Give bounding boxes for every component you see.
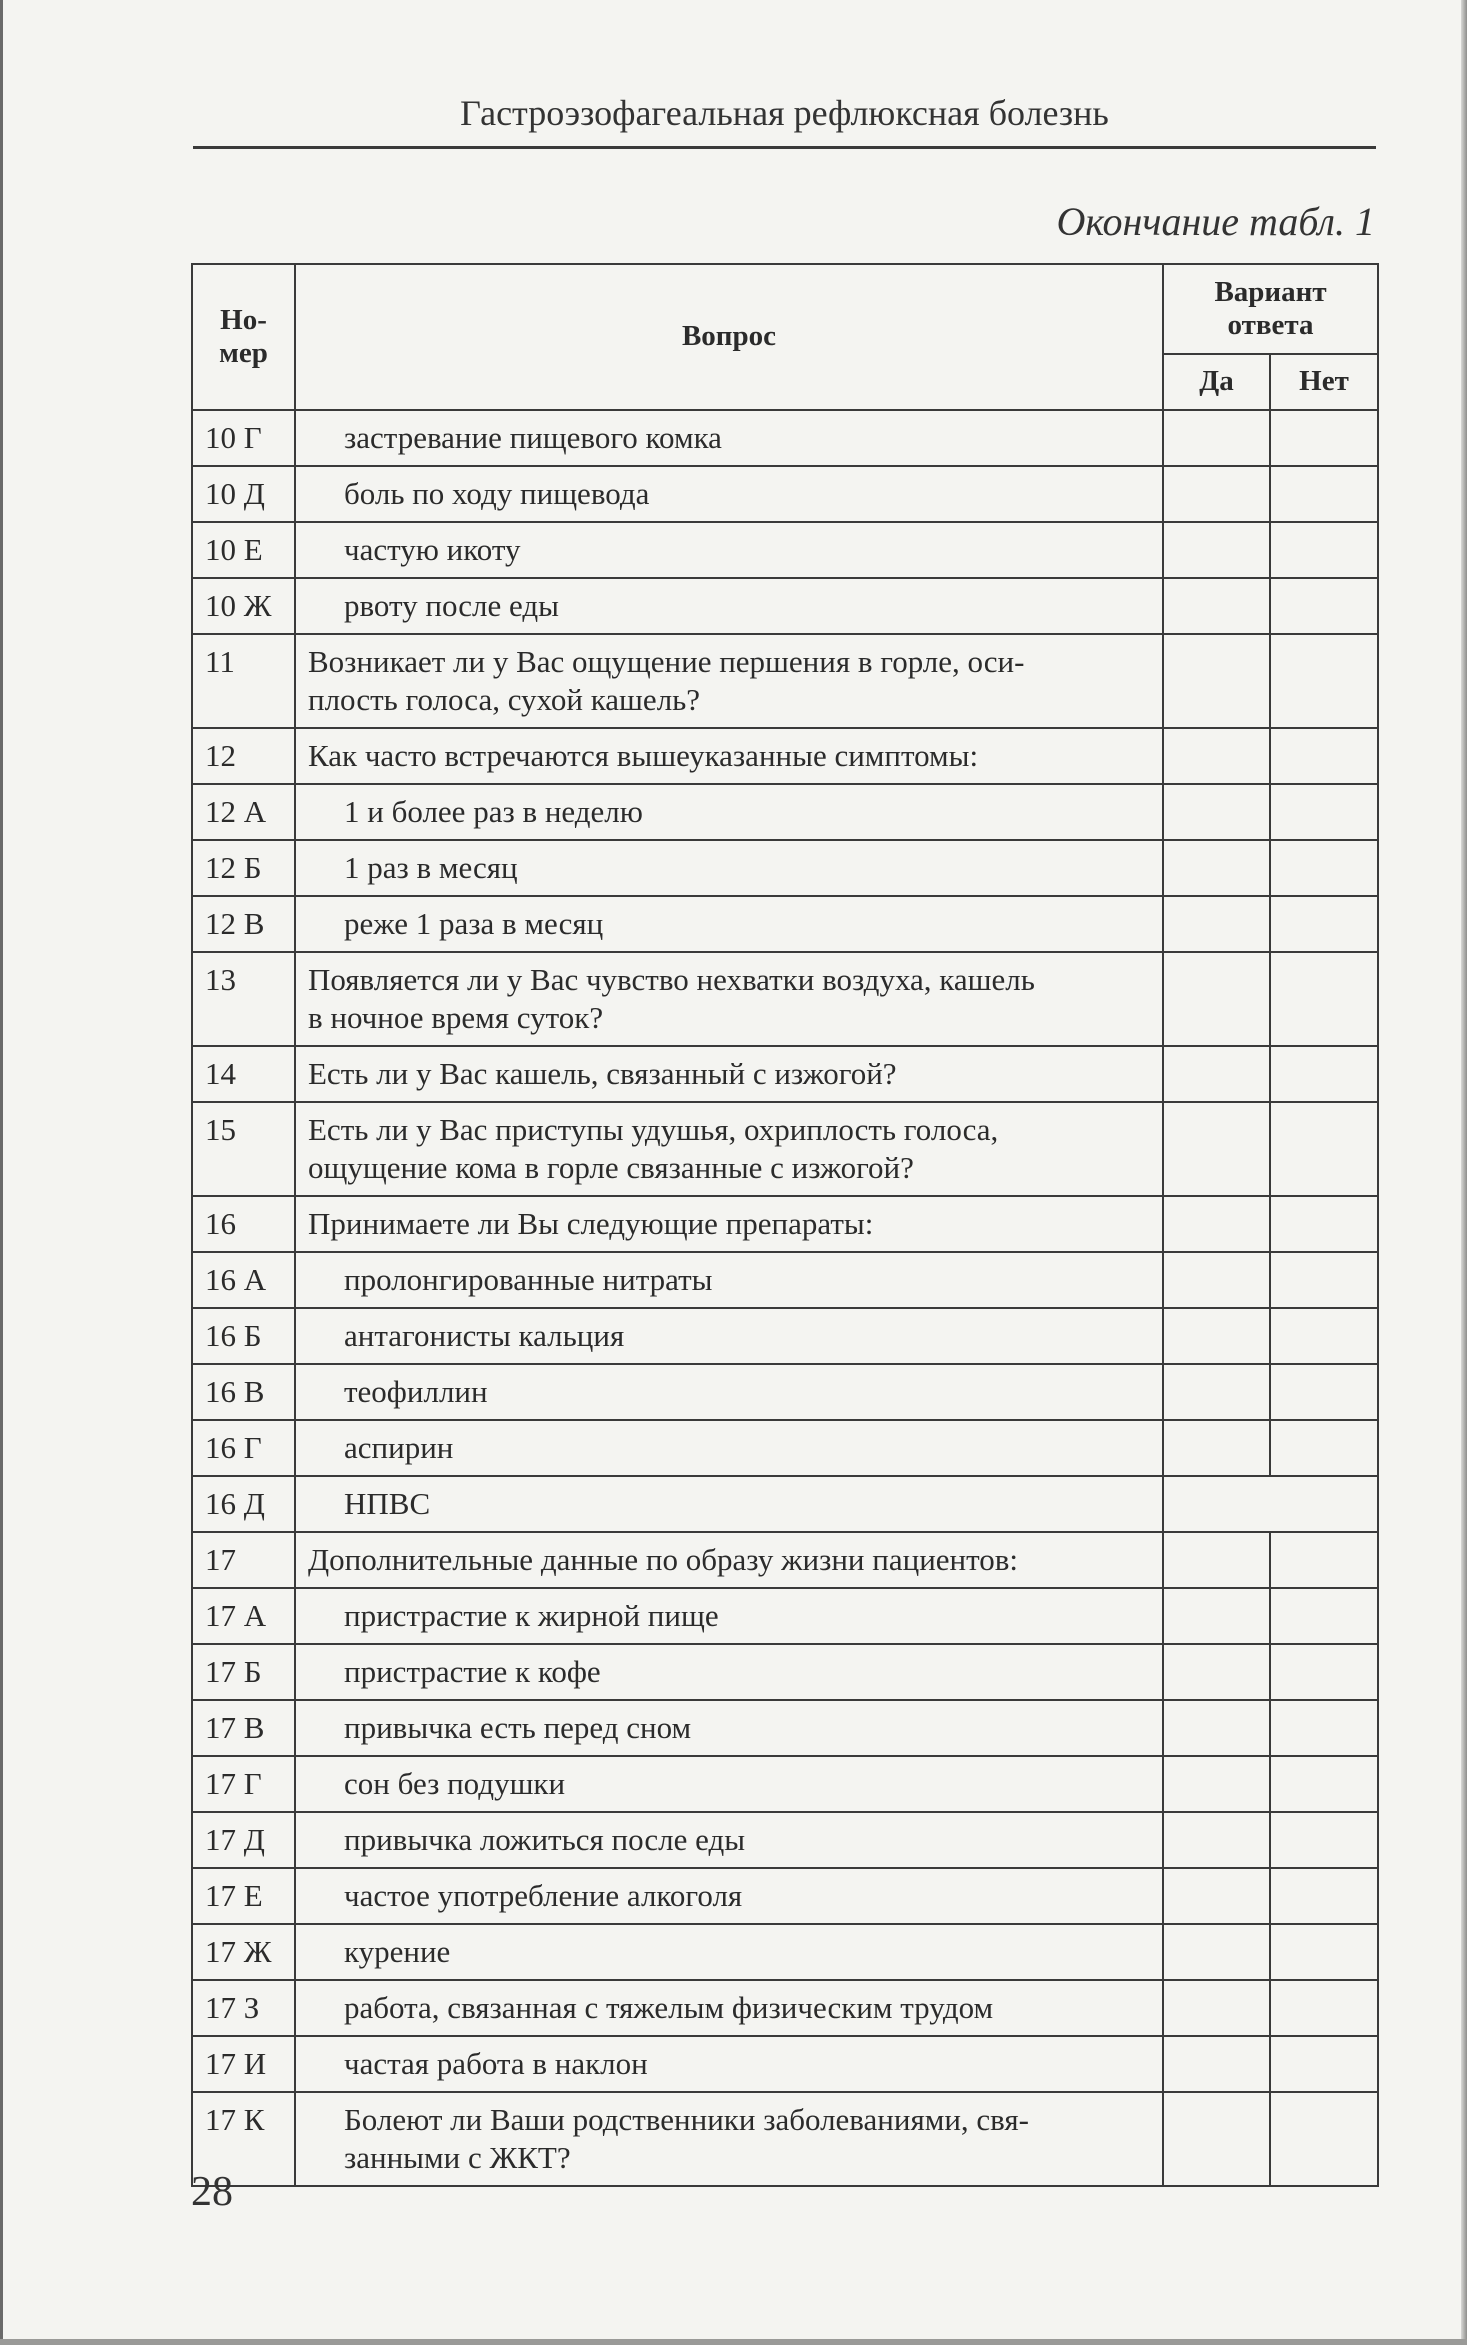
row-number: 15 bbox=[192, 1102, 295, 1196]
row-question: Болеют ли Ваши родственники заболеваниями, свя- занными с ЖКТ? bbox=[295, 2092, 1163, 2186]
row-number: 13 bbox=[192, 952, 295, 1046]
answer-cell-yes[interactable] bbox=[1163, 634, 1270, 728]
row-number: 10 Д bbox=[192, 466, 295, 522]
header-question: Вопрос bbox=[295, 264, 1163, 410]
table-row bbox=[192, 1532, 1378, 1588]
questionnaire-table bbox=[191, 263, 1379, 2187]
row-number: 17 И bbox=[192, 2036, 295, 2092]
page-bottom-edge bbox=[0, 2339, 1467, 2345]
answer-cell-yes[interactable] bbox=[1163, 784, 1270, 840]
table-row bbox=[192, 410, 1378, 466]
row-number: 16 Г bbox=[192, 1420, 295, 1476]
table-row bbox=[192, 784, 1378, 840]
row-question: Есть ли у Вас приступы удушья, охриплость голоса, ощущение кома в горле связанные с изжогой? bbox=[295, 1102, 1163, 1196]
answer-cell-yes[interactable] bbox=[1163, 410, 1270, 466]
answer-cell-no[interactable] bbox=[1270, 1364, 1378, 1420]
table-body bbox=[192, 410, 1378, 2186]
row-question: боль по ходу пищевода bbox=[295, 466, 1163, 522]
row-question: застревание пищевого комка bbox=[295, 410, 1163, 466]
answer-cell-yes[interactable] bbox=[1163, 1812, 1270, 1868]
row-question: теофиллин bbox=[295, 1364, 1163, 1420]
answer-cell-yes[interactable] bbox=[1163, 728, 1270, 784]
table-row bbox=[192, 728, 1378, 784]
row-question: сон без подушки bbox=[295, 1756, 1163, 1812]
answer-cell-no[interactable] bbox=[1270, 1196, 1378, 1252]
answer-cell-no[interactable] bbox=[1270, 410, 1378, 466]
answer-cell-yes[interactable] bbox=[1163, 1924, 1270, 1980]
page-right-edge bbox=[1461, 0, 1467, 2345]
row-question: частое употребление алкоголя bbox=[295, 1868, 1163, 1924]
answer-cell-yes[interactable] bbox=[1163, 840, 1270, 896]
table-row bbox=[192, 1700, 1378, 1756]
header-answer-group: Вариант ответа bbox=[1163, 264, 1378, 354]
page-left-edge bbox=[0, 0, 3, 2345]
answer-cell-no[interactable] bbox=[1270, 1102, 1378, 1196]
table-row bbox=[192, 1812, 1378, 1868]
row-question: Дополнительные данные по образу жизни пациентов: bbox=[295, 1532, 1163, 1588]
row-number: 17 Г bbox=[192, 1756, 295, 1812]
table-row bbox=[192, 522, 1378, 578]
row-question: Как часто встречаются вышеуказанные симптомы: bbox=[295, 728, 1163, 784]
answer-cell-merged[interactable] bbox=[1163, 1476, 1378, 1532]
row-question: курение bbox=[295, 1924, 1163, 1980]
answer-cell-no[interactable] bbox=[1270, 1700, 1378, 1756]
answer-cell-no[interactable] bbox=[1270, 522, 1378, 578]
answer-cell-yes[interactable] bbox=[1163, 466, 1270, 522]
table-row bbox=[192, 578, 1378, 634]
row-number: 17 bbox=[192, 1532, 295, 1588]
answer-cell-no[interactable] bbox=[1270, 784, 1378, 840]
answer-cell-no[interactable] bbox=[1270, 1868, 1378, 1924]
row-number: 17 А bbox=[192, 1588, 295, 1644]
answer-cell-yes[interactable] bbox=[1163, 1756, 1270, 1812]
table-row bbox=[192, 1980, 1378, 2036]
row-number: 17 Е bbox=[192, 1868, 295, 1924]
row-number: 16 bbox=[192, 1196, 295, 1252]
row-question: привычка есть перед сном bbox=[295, 1700, 1163, 1756]
answer-cell-yes[interactable] bbox=[1163, 1252, 1270, 1308]
row-question: антагонисты кальция bbox=[295, 1308, 1163, 1364]
answer-cell-no[interactable] bbox=[1270, 1924, 1378, 1980]
answer-cell-yes[interactable] bbox=[1163, 1196, 1270, 1252]
table-row bbox=[192, 2092, 1378, 2186]
row-number: 16 Б bbox=[192, 1308, 295, 1364]
table-row bbox=[192, 1924, 1378, 1980]
answer-cell-yes[interactable] bbox=[1163, 1980, 1270, 2036]
answer-cell-no[interactable] bbox=[1270, 896, 1378, 952]
table-caption: Окончание табл. 1 bbox=[1056, 199, 1375, 244]
row-number: 17 Б bbox=[192, 1644, 295, 1700]
header-no: Нет bbox=[1270, 354, 1378, 410]
row-question: аспирин bbox=[295, 1420, 1163, 1476]
table-row bbox=[192, 1868, 1378, 1924]
row-number: 10 Е bbox=[192, 522, 295, 578]
row-number: 17 К bbox=[192, 2092, 295, 2186]
row-number: 10 Ж bbox=[192, 578, 295, 634]
answer-cell-no[interactable] bbox=[1270, 1252, 1378, 1308]
table-row bbox=[192, 1476, 1378, 1532]
answer-cell-yes[interactable] bbox=[1163, 1700, 1270, 1756]
answer-cell-no[interactable] bbox=[1270, 578, 1378, 634]
answer-cell-yes[interactable] bbox=[1163, 1046, 1270, 1102]
answer-cell-no[interactable] bbox=[1270, 466, 1378, 522]
table-row bbox=[192, 1308, 1378, 1364]
row-question: НПВС bbox=[295, 1476, 1163, 1532]
answer-cell-no[interactable] bbox=[1270, 1980, 1378, 2036]
answer-cell-no[interactable] bbox=[1270, 2092, 1378, 2186]
row-number: 17 З bbox=[192, 1980, 295, 2036]
row-question: 1 раз в месяц bbox=[295, 840, 1163, 896]
row-question: частая работа в наклон bbox=[295, 2036, 1163, 2092]
answer-cell-no[interactable] bbox=[1270, 1756, 1378, 1812]
table-row bbox=[192, 1046, 1378, 1102]
table-row bbox=[192, 1588, 1378, 1644]
table-row bbox=[192, 840, 1378, 896]
answer-cell-yes[interactable] bbox=[1163, 896, 1270, 952]
answer-cell-yes[interactable] bbox=[1163, 2092, 1270, 2186]
answer-cell-no[interactable] bbox=[1270, 840, 1378, 896]
row-number: 16 А bbox=[192, 1252, 295, 1308]
row-number: 10 Г bbox=[192, 410, 295, 466]
row-question: частую икоту bbox=[295, 522, 1163, 578]
row-question: рвоту после еды bbox=[295, 578, 1163, 634]
table-row bbox=[192, 1102, 1378, 1196]
answer-cell-no[interactable] bbox=[1270, 1046, 1378, 1102]
table-row bbox=[192, 1252, 1378, 1308]
answer-cell-no[interactable] bbox=[1270, 1308, 1378, 1364]
row-question: реже 1 раза в месяц bbox=[295, 896, 1163, 952]
row-question: пролонгированные нитраты bbox=[295, 1252, 1163, 1308]
answer-cell-no[interactable] bbox=[1270, 1812, 1378, 1868]
answer-cell-no[interactable] bbox=[1270, 2036, 1378, 2092]
row-question: работа, связанная с тяжелым физическим трудом bbox=[295, 1980, 1163, 2036]
table-row bbox=[192, 634, 1378, 728]
answer-cell-no[interactable] bbox=[1270, 634, 1378, 728]
answer-cell-yes[interactable] bbox=[1163, 578, 1270, 634]
header-rule bbox=[193, 146, 1376, 149]
answer-cell-yes[interactable] bbox=[1163, 1364, 1270, 1420]
answer-cell-yes[interactable] bbox=[1163, 1868, 1270, 1924]
row-number: 12 В bbox=[192, 896, 295, 952]
row-number: 11 bbox=[192, 634, 295, 728]
table-row bbox=[192, 2036, 1378, 2092]
table-row bbox=[192, 952, 1378, 1046]
answer-cell-yes[interactable] bbox=[1163, 1420, 1270, 1476]
answer-cell-yes[interactable] bbox=[1163, 1644, 1270, 1700]
row-number: 17 Д bbox=[192, 1812, 295, 1868]
row-number: 16 В bbox=[192, 1364, 295, 1420]
answer-cell-no[interactable] bbox=[1270, 1644, 1378, 1700]
row-question: пристрастие к жирной пище bbox=[295, 1588, 1163, 1644]
answer-cell-no[interactable] bbox=[1270, 728, 1378, 784]
table-row bbox=[192, 1196, 1378, 1252]
row-question: Возникает ли у Вас ощущение першения в горле, оси- плость голоса, сухой кашель? bbox=[295, 634, 1163, 728]
row-question: Есть ли у Вас кашель, связанный с изжогой? bbox=[295, 1046, 1163, 1102]
row-number: 12 Б bbox=[192, 840, 295, 896]
row-number: 17 В bbox=[192, 1700, 295, 1756]
row-number: 12 bbox=[192, 728, 295, 784]
answer-cell-no[interactable] bbox=[1270, 952, 1378, 1046]
table-row bbox=[192, 896, 1378, 952]
page-number: 28 bbox=[191, 2169, 233, 2215]
answer-cell-yes[interactable] bbox=[1163, 1588, 1270, 1644]
answer-cell-yes[interactable] bbox=[1163, 1102, 1270, 1196]
row-number: 12 А bbox=[192, 784, 295, 840]
table-row bbox=[192, 1756, 1378, 1812]
row-question: 1 и более раз в неделю bbox=[295, 784, 1163, 840]
answer-cell-yes[interactable] bbox=[1163, 2036, 1270, 2092]
row-question: Принимаете ли Вы следующие препараты: bbox=[295, 1196, 1163, 1252]
table-row bbox=[192, 1364, 1378, 1420]
answer-cell-no[interactable] bbox=[1270, 1588, 1378, 1644]
table-row bbox=[192, 1420, 1378, 1476]
row-question: пристрастие к кофе bbox=[295, 1644, 1163, 1700]
row-question: привычка ложиться после еды bbox=[295, 1812, 1163, 1868]
table-row bbox=[192, 1644, 1378, 1700]
running-title: Гастроэзофагеальная рефлюксная болезнь bbox=[460, 93, 1109, 133]
answer-cell-no[interactable] bbox=[1270, 1532, 1378, 1588]
row-question: Появляется ли у Вас чувство нехватки воздуха, кашель в ночное время суток? bbox=[295, 952, 1163, 1046]
header-yes: Да bbox=[1163, 354, 1270, 410]
answer-cell-no[interactable] bbox=[1270, 1420, 1378, 1476]
row-number: 14 bbox=[192, 1046, 295, 1102]
answer-cell-yes[interactable] bbox=[1163, 1532, 1270, 1588]
table-row bbox=[192, 466, 1378, 522]
answer-cell-yes[interactable] bbox=[1163, 522, 1270, 578]
answer-cell-yes[interactable] bbox=[1163, 1308, 1270, 1364]
header-number: Но- мер bbox=[192, 264, 295, 410]
row-number: 16 Д bbox=[192, 1476, 295, 1532]
answer-cell-yes[interactable] bbox=[1163, 952, 1270, 1046]
row-number: 17 Ж bbox=[192, 1924, 295, 1980]
